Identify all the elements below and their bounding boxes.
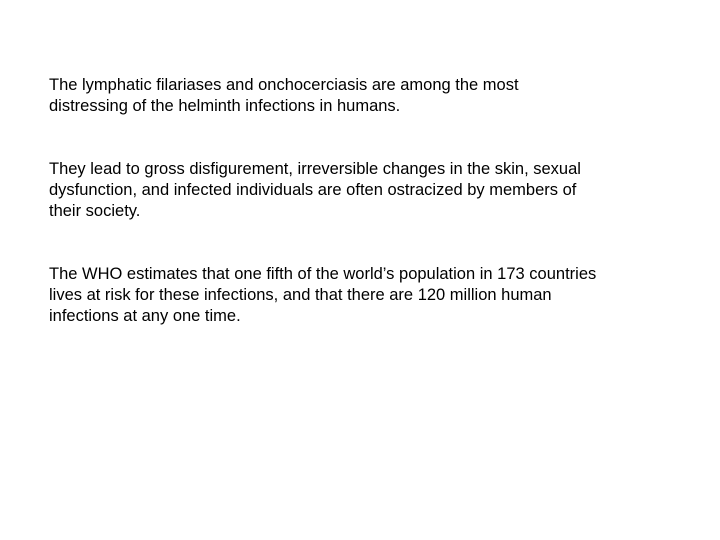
paragraph-line: infections at any one time. [49,307,241,325]
slide-body-text [49,75,669,327]
paragraph-filariasis-intro [49,75,669,117]
paragraph-line: distressing of the helminth infections in humans. [49,97,401,115]
paragraph-line: dysfunction, and infected individuals are often ostracized by members of [49,181,577,199]
paragraph-line: lives at risk for these infections, and that there are 120 million human [49,286,552,304]
paragraph-line: their society. [49,202,141,220]
paragraph-line: The lymphatic filariases and onchocerciasis are among the most [49,76,519,94]
paragraph-effects [49,159,669,222]
paragraph-line: The WHO estimates that one fifth of the world’s population in 173 countries [49,265,597,283]
paragraph-who-estimates [49,264,669,327]
paragraph-line: They lead to gross disfigurement, irreversible changes in the skin, sexual [49,160,581,178]
